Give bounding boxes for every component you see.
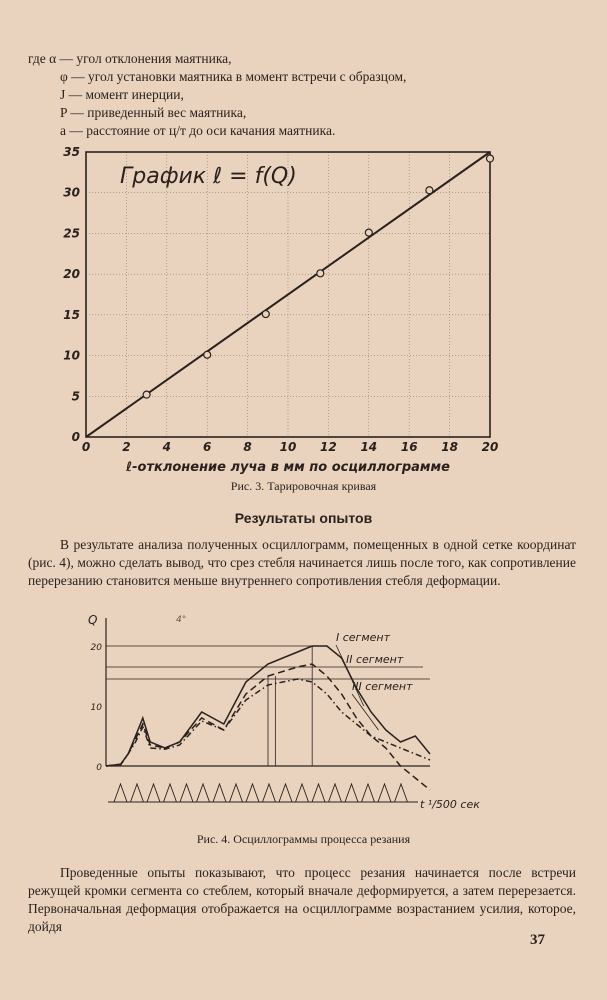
y-tick-label: 10 [90, 703, 102, 713]
timing-pulse [246, 784, 259, 802]
x-tick-label: 14 [360, 440, 378, 454]
timing-pulse [312, 784, 325, 802]
timing-pulse [197, 784, 210, 802]
timing-pulse [164, 784, 177, 802]
data-point [317, 270, 324, 277]
calibration-chart [48, 140, 518, 480]
figure3-caption: Рис. 3. Тарировочная кривая [230, 479, 377, 493]
timing-pulse [213, 784, 226, 802]
data-point [143, 391, 150, 398]
y-tick-label: 20 [63, 267, 80, 282]
data-point [262, 311, 269, 318]
y-axis-label: Q [88, 613, 98, 627]
timing-pulse [114, 784, 127, 802]
y-tick-label: 20 [90, 643, 102, 653]
x-tick-label: 4 [162, 440, 171, 454]
y-tick-label: 30 [63, 185, 80, 200]
timing-pulse [180, 784, 193, 802]
timing-pulse [263, 784, 276, 802]
timing-pulse [279, 784, 292, 802]
series-label: I сегмент [336, 631, 391, 644]
x-tick-label: 8 [243, 440, 252, 454]
data-point [365, 229, 372, 236]
timing-pulse [395, 784, 408, 802]
timing-pulse [345, 784, 358, 802]
y-tick-label: 0 [96, 763, 102, 773]
body-paragraph: В результате анализа полученных осциллограмм, помещенных в одной сетке координат (рис. 4), можно сделать вывод, что срез стебля начинается лишь после того, как сопротивление перерезанию становится меньше внутреннего сопротивления стебля деформации. [28, 537, 576, 588]
series-label: II сегмент [346, 653, 404, 666]
x-tick-label: 20 [481, 440, 499, 454]
y-tick-label: 25 [63, 226, 80, 241]
definition-line: a — расстояние от ц/т до оси качания маятника. [60, 123, 336, 138]
series-label: III сегмент [352, 680, 413, 693]
timing-pulse [362, 784, 375, 802]
annotation: 4° [176, 615, 187, 625]
y-tick-label: 0 [71, 430, 80, 444]
data-point [487, 155, 494, 162]
symbol-definitions [28, 50, 588, 140]
timing-pulse [378, 784, 391, 802]
timing-pulse [296, 784, 309, 802]
section-title: Результаты опытов [234, 510, 373, 526]
x-tick-label: 10 [279, 440, 297, 454]
y-tick-label: 5 [71, 389, 80, 404]
x-tick-label: 0 [81, 440, 91, 454]
oscillogram-chart [78, 608, 510, 820]
y-tick-label: 15 [63, 307, 80, 322]
figure4-caption: Рис. 4. Осциллограммы процесса резания [196, 832, 411, 846]
y-tick-label: 10 [63, 348, 80, 363]
definition-line: где α — угол отклонения маятника, [28, 51, 232, 66]
chart-title: График ℓ = f(Q) [120, 164, 297, 189]
body-paragraph: Проведенные опыты показывают, что процесс резания начинается после встречи режущей кромки сегмента со стеблем, который вначале деформируется, а затем перерезается. Первоначальная деформация отображается на осциллограмме возрастанием усилия, которое, дойдя [28, 865, 576, 934]
x-axis-label: ℓ-отклонение луча в мм по осциллограмме [126, 460, 450, 475]
y-tick-label: 35 [63, 145, 80, 159]
definition-line: P — приведенный вес маятника, [60, 105, 247, 120]
page-number: 37 [530, 932, 545, 948]
definition-line: J — момент инерции, [60, 87, 184, 102]
timing-pulse [147, 784, 160, 802]
timing-pulse [329, 784, 342, 802]
x-tick-label: 6 [203, 440, 212, 454]
timing-pulse [131, 784, 144, 802]
x-tick-label: 12 [320, 440, 337, 454]
x-tick-label: 16 [400, 440, 418, 454]
x-tick-label: 18 [441, 440, 458, 454]
timing-pulse [230, 784, 243, 802]
data-point [426, 187, 433, 194]
definition-line: φ — угол установки маятника в момент встречи с образцом, [60, 69, 407, 84]
x-tick-label: 2 [122, 440, 131, 454]
data-point [204, 351, 211, 358]
x-axis-label: t ¹/500 сек [420, 798, 480, 811]
